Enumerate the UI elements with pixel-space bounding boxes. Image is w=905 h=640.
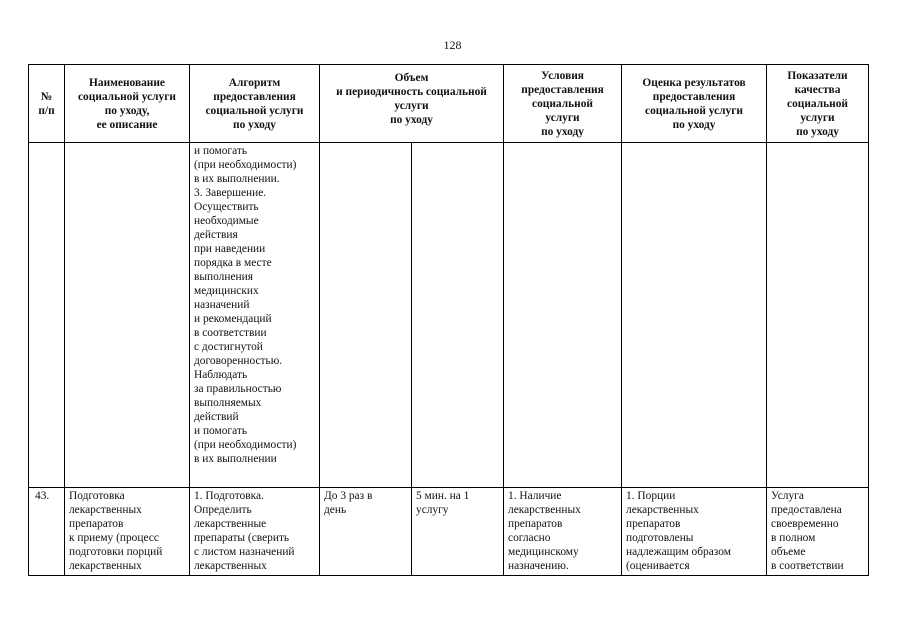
header-conditions: Условия предоставления социальной услуги по уходу: [504, 65, 622, 143]
table-row-continuation: [29, 143, 869, 488]
cell-conditions: 1. Наличие лекарственных препаратов согласно медицинскому назначению.: [504, 488, 622, 576]
cell-number: [29, 143, 65, 488]
cell-service-name: Подготовка лекарственных препаратов к приему (процесс подготовки порций лекарственных: [65, 488, 190, 576]
social-services-table: [28, 64, 869, 576]
cell-algorithm: 1. Подготовка. Определить лекарственные препараты (сверить с листом назначений лекарственных: [190, 488, 320, 576]
cell-algorithm: и помогать (при необходимости) в их выполнении. 3. Завершение. Осуществить необходимые действия при наведении порядка в месте выполнения медицинских назначений и рекомендаций в соответствии с достигнутой договоренностью. Наблюдать за правильностью выполняемых действий и помогать (при необходимости) в их выполнении: [190, 143, 320, 488]
header-number: № п/п: [29, 65, 65, 143]
header-algorithm: Алгоритм предоставления социальной услуги по уходу: [190, 65, 320, 143]
cell-duration: [412, 143, 504, 488]
header-volume: Объем и периодичность социальной услуги по уходу: [320, 65, 504, 143]
cell-duration: 5 мин. на 1 услугу: [412, 488, 504, 576]
cell-conditions: [504, 143, 622, 488]
table-header-row: [29, 65, 869, 143]
cell-indicators: Услуга предоставлена своевременно в полном объеме в соответствии: [767, 488, 869, 576]
cell-frequency: До 3 раз в день: [320, 488, 412, 576]
header-service-name: Наименование социальной услуги по уходу, ее описание: [65, 65, 190, 143]
cell-frequency: [320, 143, 412, 488]
table-row-43: [29, 488, 869, 576]
cell-evaluation: [622, 143, 767, 488]
cell-indicators: [767, 143, 869, 488]
cell-number: 43.: [29, 488, 65, 576]
cell-service-name: [65, 143, 190, 488]
header-indicators: Показатели качества социальной услуги по уходу: [767, 65, 869, 143]
header-evaluation: Оценка результатов предоставления социальной услуги по уходу: [622, 65, 767, 143]
cell-evaluation: 1. Порции лекарственных препаратов подготовлены надлежащим образом (оценивается: [622, 488, 767, 576]
page-number: 128: [443, 38, 462, 52]
